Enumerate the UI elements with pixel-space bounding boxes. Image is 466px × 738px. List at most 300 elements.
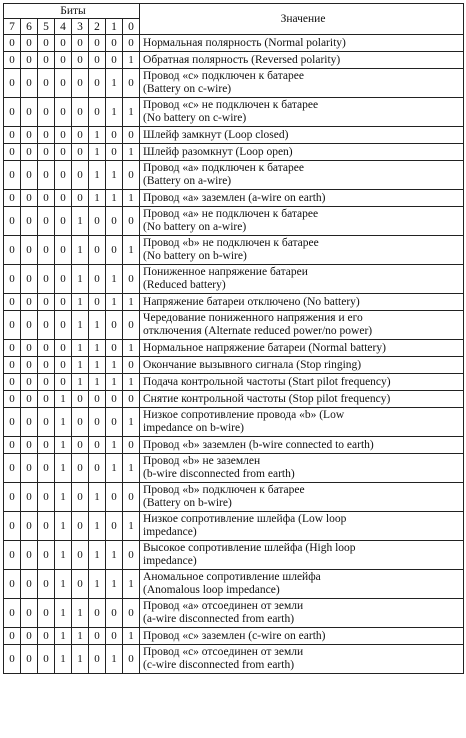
bit-cell: 1: [106, 98, 123, 127]
bit-cell: 1: [55, 391, 72, 408]
bit-cell: 0: [123, 69, 140, 98]
bit-cell: 1: [89, 541, 106, 570]
bit-cell: 0: [55, 311, 72, 340]
meaning-line: (No battery on a-wire): [143, 221, 247, 233]
bit-cell: 1: [72, 374, 89, 391]
bit-cell: 1: [72, 357, 89, 374]
bit-cell: 0: [38, 374, 55, 391]
bit-cell: 0: [21, 144, 38, 161]
bit-cell: 0: [21, 236, 38, 265]
meaning-line: (Battery on c-wire): [143, 83, 232, 95]
bit-cell: 0: [4, 645, 21, 674]
meaning-line: (No battery on b-wire): [143, 250, 247, 262]
bit-cell: 0: [21, 190, 38, 207]
bit-cell: 0: [38, 144, 55, 161]
bit-cell: 0: [21, 512, 38, 541]
meaning-line: impedance): [143, 526, 197, 538]
bit-cell: 0: [123, 645, 140, 674]
bit-cell: 1: [72, 236, 89, 265]
bit-cell: 1: [89, 127, 106, 144]
bit-cell: 1: [106, 265, 123, 294]
bit-number-0: 0: [123, 19, 140, 35]
bit-cell: 0: [4, 144, 21, 161]
bit-cell: 1: [89, 161, 106, 190]
bit-cell: 0: [4, 454, 21, 483]
bit-cell: 0: [106, 340, 123, 357]
bit-cell: 0: [72, 161, 89, 190]
bit-cell: 0: [72, 127, 89, 144]
bit-cell: 0: [21, 357, 38, 374]
bit-cell: 0: [123, 35, 140, 52]
meaning-cell: [140, 207, 464, 236]
bit-cell: 0: [89, 52, 106, 69]
bit-cell: 0: [106, 127, 123, 144]
bit-cell: 1: [123, 512, 140, 541]
bit-cell: 0: [4, 408, 21, 437]
bit-cell: 0: [72, 391, 89, 408]
bit-cell: 0: [38, 340, 55, 357]
bit-cell: 1: [89, 483, 106, 512]
bit-cell: 1: [55, 541, 72, 570]
bit-cell: 0: [123, 437, 140, 454]
meaning-line: Провод «b» не подключен к батарее: [143, 237, 319, 249]
bit-cell: 0: [106, 311, 123, 340]
bit-cell: 0: [21, 35, 38, 52]
bit-cell: 0: [38, 98, 55, 127]
bit-cell: 0: [38, 236, 55, 265]
bit-cell: 1: [123, 52, 140, 69]
meaning-cell: [140, 161, 464, 190]
bit-cell: 1: [72, 340, 89, 357]
bit-cell: 0: [21, 265, 38, 294]
bit-cell: 0: [89, 98, 106, 127]
bit-cell: 1: [89, 190, 106, 207]
bit-cell: 1: [89, 311, 106, 340]
table-row: [4, 408, 464, 437]
meaning-line: impedance on b-wire): [143, 422, 244, 434]
bit-cell: 0: [38, 454, 55, 483]
bit-cell: 0: [72, 483, 89, 512]
bit-cell: 0: [4, 374, 21, 391]
bit-cell: 1: [106, 374, 123, 391]
bit-cell: 0: [72, 69, 89, 98]
bit-cell: 0: [89, 207, 106, 236]
bit-number-1: 1: [106, 19, 123, 35]
meaning-line: Провод «b» заземлен (b-wire connected to earth): [143, 438, 374, 451]
bit-cell: 0: [38, 311, 55, 340]
bit-cell: 0: [38, 294, 55, 311]
bit-cell: 0: [89, 408, 106, 437]
bit-cell: 1: [89, 374, 106, 391]
bit-cell: 0: [72, 454, 89, 483]
bit-cell: 1: [106, 69, 123, 98]
bit-cell: 0: [123, 541, 140, 570]
meaning-line: отключения (Alternate reduced power/no power): [143, 325, 373, 337]
meaning-header: Значение: [140, 4, 464, 35]
meaning-line: (Anomalous loop impedance): [143, 584, 280, 596]
meaning-cell: [140, 265, 464, 294]
bit-cell: 0: [21, 541, 38, 570]
table-row: [4, 236, 464, 265]
bit-cell: 0: [4, 294, 21, 311]
bit-cell: 0: [72, 408, 89, 437]
bit-cell: 0: [4, 127, 21, 144]
bit-cell: 0: [106, 512, 123, 541]
bit-cell: 1: [55, 645, 72, 674]
bit-cell: 0: [38, 161, 55, 190]
meaning-line: Провод «а» заземлен (a-wire on earth): [143, 191, 326, 204]
table-row: [4, 98, 464, 127]
meaning-line: Провод «с» подключен к батарее: [143, 70, 304, 82]
meaning-line: Провод «с» не подключен к батарее: [143, 99, 319, 111]
bit-cell: 1: [89, 144, 106, 161]
meaning-line: Провод «b» не заземлен: [143, 455, 261, 467]
table-row: [4, 512, 464, 541]
bit-number-3: 3: [72, 19, 89, 35]
meaning-line: Высокое сопротивление шлейфа (High loop: [143, 542, 356, 554]
bit-cell: 0: [106, 52, 123, 69]
bit-cell: 0: [4, 69, 21, 98]
table-row: [4, 144, 464, 161]
bit-cell: 0: [4, 52, 21, 69]
bit-cell: 1: [55, 599, 72, 628]
meaning-cell: [140, 454, 464, 483]
bit-number-5: 5: [38, 19, 55, 35]
meaning-line: Аномальное сопротивление шлейфа: [143, 571, 321, 583]
bit-cell: 0: [55, 190, 72, 207]
bit-cell: 1: [106, 190, 123, 207]
bit-cell: 1: [123, 144, 140, 161]
bit-cell: 0: [55, 69, 72, 98]
meaning-cell: [140, 190, 464, 207]
bit-cell: 0: [38, 69, 55, 98]
bit-cell: 1: [55, 628, 72, 645]
bit-cell: 0: [38, 628, 55, 645]
table-row: [4, 454, 464, 483]
meaning-cell: [140, 52, 464, 69]
bit-cell: 0: [21, 391, 38, 408]
bit-cell: 0: [4, 35, 21, 52]
table-row: [4, 340, 464, 357]
bit-cell: 1: [123, 628, 140, 645]
bit-cell: 0: [38, 52, 55, 69]
bit-cell: 0: [38, 570, 55, 599]
bit-cell: 0: [38, 391, 55, 408]
table-row: [4, 357, 464, 374]
bit-cell: 1: [123, 236, 140, 265]
table-row: [4, 52, 464, 69]
table-row: [4, 161, 464, 190]
bit-cell: 0: [55, 207, 72, 236]
bit-cell: 1: [55, 408, 72, 437]
bit-cell: 1: [106, 645, 123, 674]
meaning-line: Окончание вызывного сигнала (Stop ringing): [143, 358, 362, 371]
table-row: [4, 437, 464, 454]
meaning-line: Снятие контрольной частоты (Stop pilot frequency): [143, 392, 391, 405]
bit-cell: 1: [123, 454, 140, 483]
meaning-cell: [140, 645, 464, 674]
bit-cell: 0: [123, 207, 140, 236]
bit-cell: 0: [4, 265, 21, 294]
bit-cell: 0: [21, 454, 38, 483]
bit-cell: 0: [21, 599, 38, 628]
bit-cell: 0: [55, 35, 72, 52]
bit-cell: 1: [106, 437, 123, 454]
bit-cell: 0: [72, 541, 89, 570]
meaning-cell: [140, 144, 464, 161]
bit-cell: 0: [4, 236, 21, 265]
meaning-cell: [140, 512, 464, 541]
bit-cell: 0: [89, 69, 106, 98]
bit-cell: 0: [123, 357, 140, 374]
bit-cell: 0: [4, 483, 21, 512]
bit-cell: 0: [38, 483, 55, 512]
bit-cell: 0: [38, 207, 55, 236]
bit-cell: 0: [72, 98, 89, 127]
meaning-cell: [140, 483, 464, 512]
bit-cell: 0: [55, 340, 72, 357]
bit-cell: 0: [55, 127, 72, 144]
bit-cell: 0: [4, 391, 21, 408]
bit-cell: 0: [4, 311, 21, 340]
meaning-line: Провод «b» подключен к батарее: [143, 484, 305, 496]
bit-cell: 1: [55, 512, 72, 541]
bit-cell: 0: [21, 374, 38, 391]
bit-cell: 1: [89, 570, 106, 599]
meaning-cell: [140, 98, 464, 127]
bit-cell: 1: [55, 437, 72, 454]
meaning-line: (a-wire disconnected from earth): [143, 613, 295, 625]
bit-cell: 0: [4, 357, 21, 374]
bit-cell: 0: [106, 236, 123, 265]
bit-cell: 0: [21, 570, 38, 599]
bit-cell: 0: [123, 391, 140, 408]
bit-cell: 0: [55, 357, 72, 374]
bit-cell: 0: [89, 437, 106, 454]
bit-cell: 0: [106, 483, 123, 512]
meaning-line: Провод «а» подключен к батарее: [143, 162, 304, 174]
bit-cell: 0: [21, 645, 38, 674]
meaning-cell: [140, 570, 464, 599]
bit-cell: 0: [89, 645, 106, 674]
bit-number-6: 6: [21, 19, 38, 35]
bit-cell: 0: [106, 207, 123, 236]
meaning-cell: [140, 69, 464, 98]
bit-cell: 0: [38, 127, 55, 144]
bit-cell: 0: [89, 628, 106, 645]
bit-cell: 1: [123, 570, 140, 599]
meaning-cell: [140, 391, 464, 408]
bit-cell: 0: [21, 161, 38, 190]
bit-cell: 1: [89, 357, 106, 374]
bit-cell: 1: [123, 294, 140, 311]
meaning-line: Низкое сопротивление провода «b» (Low: [143, 409, 345, 421]
meaning-line: Низкое сопротивление шлейфа (Low loop: [143, 513, 347, 525]
bit-cell: 0: [4, 190, 21, 207]
bit-cell: 0: [38, 408, 55, 437]
bit-cell: 0: [89, 391, 106, 408]
meaning-cell: [140, 599, 464, 628]
bit-cell: 1: [72, 294, 89, 311]
meaning-line: Шлейф замкнут (Loop closed): [143, 128, 289, 141]
bit-cell: 0: [55, 374, 72, 391]
meaning-cell: [140, 357, 464, 374]
table-row: [4, 265, 464, 294]
document-page: [3, 3, 463, 674]
bit-cell: 0: [21, 207, 38, 236]
meaning-line: (Battery on a-wire): [143, 175, 232, 187]
table-row: [4, 541, 464, 570]
bit-cell: 0: [55, 236, 72, 265]
meaning-cell: [140, 374, 464, 391]
meaning-line: Напряжение батареи отключено (No battery): [143, 295, 360, 308]
bit-cell: 0: [123, 599, 140, 628]
bit-cell: 0: [123, 483, 140, 512]
bit-cell: 0: [123, 265, 140, 294]
meaning-cell: [140, 340, 464, 357]
table-row: [4, 645, 464, 674]
meaning-line: Чередование пониженного напряжения и его: [143, 312, 363, 324]
table-row: [4, 127, 464, 144]
signal-code-table: [3, 3, 464, 674]
bit-cell: 0: [106, 628, 123, 645]
table-row: [4, 190, 464, 207]
bit-cell: 0: [4, 98, 21, 127]
meaning-line: Провод «а» отсоединен от земли: [143, 600, 304, 612]
bit-cell: 0: [123, 161, 140, 190]
meaning-line: Нормальная полярность (Normal polarity): [143, 36, 346, 49]
bits-header: Биты: [4, 4, 140, 19]
meaning-line: Провод «с» заземлен (c-wire on earth): [143, 629, 326, 642]
bit-cell: 0: [106, 599, 123, 628]
table-row: [4, 391, 464, 408]
bit-cell: 0: [123, 311, 140, 340]
meaning-line: Шлейф разомкнут (Loop open): [143, 145, 293, 158]
bit-cell: 0: [55, 265, 72, 294]
meaning-line: Провод «а» не подключен к батарее: [143, 208, 319, 220]
bit-cell: 0: [72, 52, 89, 69]
bit-cell: 0: [38, 541, 55, 570]
bit-cell: 0: [89, 454, 106, 483]
table-row: [4, 207, 464, 236]
bit-cell: 0: [4, 207, 21, 236]
bit-cell: 0: [123, 127, 140, 144]
bit-cell: 1: [55, 570, 72, 599]
bit-cell: 0: [72, 190, 89, 207]
bit-cell: 0: [89, 294, 106, 311]
table-row: [4, 35, 464, 52]
table-row: [4, 483, 464, 512]
bit-cell: 1: [89, 340, 106, 357]
bit-cell: 0: [4, 599, 21, 628]
bit-cell: 1: [72, 645, 89, 674]
bit-cell: 0: [55, 161, 72, 190]
meaning-line: (Battery on b-wire): [143, 497, 232, 509]
bit-cell: 1: [55, 454, 72, 483]
bit-cell: 0: [55, 144, 72, 161]
bit-cell: 0: [21, 294, 38, 311]
bit-number-2: 2: [89, 19, 106, 35]
bit-cell: 0: [106, 144, 123, 161]
bit-cell: 0: [21, 127, 38, 144]
bit-cell: 0: [4, 437, 21, 454]
bit-cell: 0: [72, 35, 89, 52]
meaning-cell: [140, 437, 464, 454]
meaning-cell: [140, 408, 464, 437]
bit-number-4: 4: [55, 19, 72, 35]
bit-cell: 1: [106, 161, 123, 190]
bit-cell: 0: [38, 645, 55, 674]
bit-cell: 0: [21, 437, 38, 454]
bit-number-7: 7: [4, 19, 21, 35]
bit-cell: 0: [38, 357, 55, 374]
bit-cell: 0: [38, 437, 55, 454]
meaning-line: Пониженное напряжение батареи: [143, 266, 308, 278]
bit-cell: 0: [89, 236, 106, 265]
meaning-line: Подача контрольной частоты (Start pilot frequency): [143, 375, 391, 388]
bit-cell: 0: [38, 599, 55, 628]
bit-cell: 0: [38, 35, 55, 52]
meaning-line: Провод «с» отсоединен от земли: [143, 646, 304, 658]
bit-cell: 0: [55, 98, 72, 127]
bit-cell: 0: [89, 35, 106, 52]
bit-cell: 0: [38, 512, 55, 541]
bit-cell: 0: [4, 512, 21, 541]
bit-cell: 1: [123, 374, 140, 391]
meaning-line: Нормальное напряжение батареи (Normal battery): [143, 341, 386, 354]
bit-cell: 0: [4, 570, 21, 599]
table-row: [4, 570, 464, 599]
meaning-line: impedance): [143, 555, 197, 567]
bit-cell: 1: [72, 207, 89, 236]
meaning-cell: [140, 294, 464, 311]
bit-cell: 1: [123, 98, 140, 127]
bit-cell: 0: [4, 340, 21, 357]
bit-cell: 1: [89, 512, 106, 541]
bit-cell: 0: [4, 541, 21, 570]
bit-cell: 0: [106, 35, 123, 52]
bit-cell: 0: [21, 408, 38, 437]
bit-cell: 0: [72, 144, 89, 161]
meaning-line: (c-wire disconnected from earth): [143, 659, 295, 671]
meaning-cell: [140, 311, 464, 340]
bit-cell: 1: [106, 541, 123, 570]
table-row: [4, 599, 464, 628]
bit-cell: 0: [21, 52, 38, 69]
bit-cell: 1: [72, 311, 89, 340]
bit-cell: 0: [21, 483, 38, 512]
bit-cell: 0: [21, 340, 38, 357]
bit-cell: 0: [89, 599, 106, 628]
meaning-line: (No battery on c-wire): [143, 112, 247, 124]
bit-cell: 1: [106, 294, 123, 311]
bit-cell: 1: [106, 454, 123, 483]
table-row: [4, 311, 464, 340]
bit-cell: 0: [4, 628, 21, 645]
bit-cell: 1: [72, 265, 89, 294]
meaning-cell: [140, 127, 464, 144]
meaning-cell: [140, 236, 464, 265]
meaning-cell: [140, 35, 464, 52]
bit-cell: 1: [55, 483, 72, 512]
bit-cell: 1: [123, 190, 140, 207]
meaning-cell: [140, 541, 464, 570]
meaning-line: (Reduced battery): [143, 279, 226, 291]
bit-cell: 1: [123, 408, 140, 437]
bit-cell: 0: [55, 294, 72, 311]
table-row: [4, 294, 464, 311]
bit-cell: 0: [89, 265, 106, 294]
